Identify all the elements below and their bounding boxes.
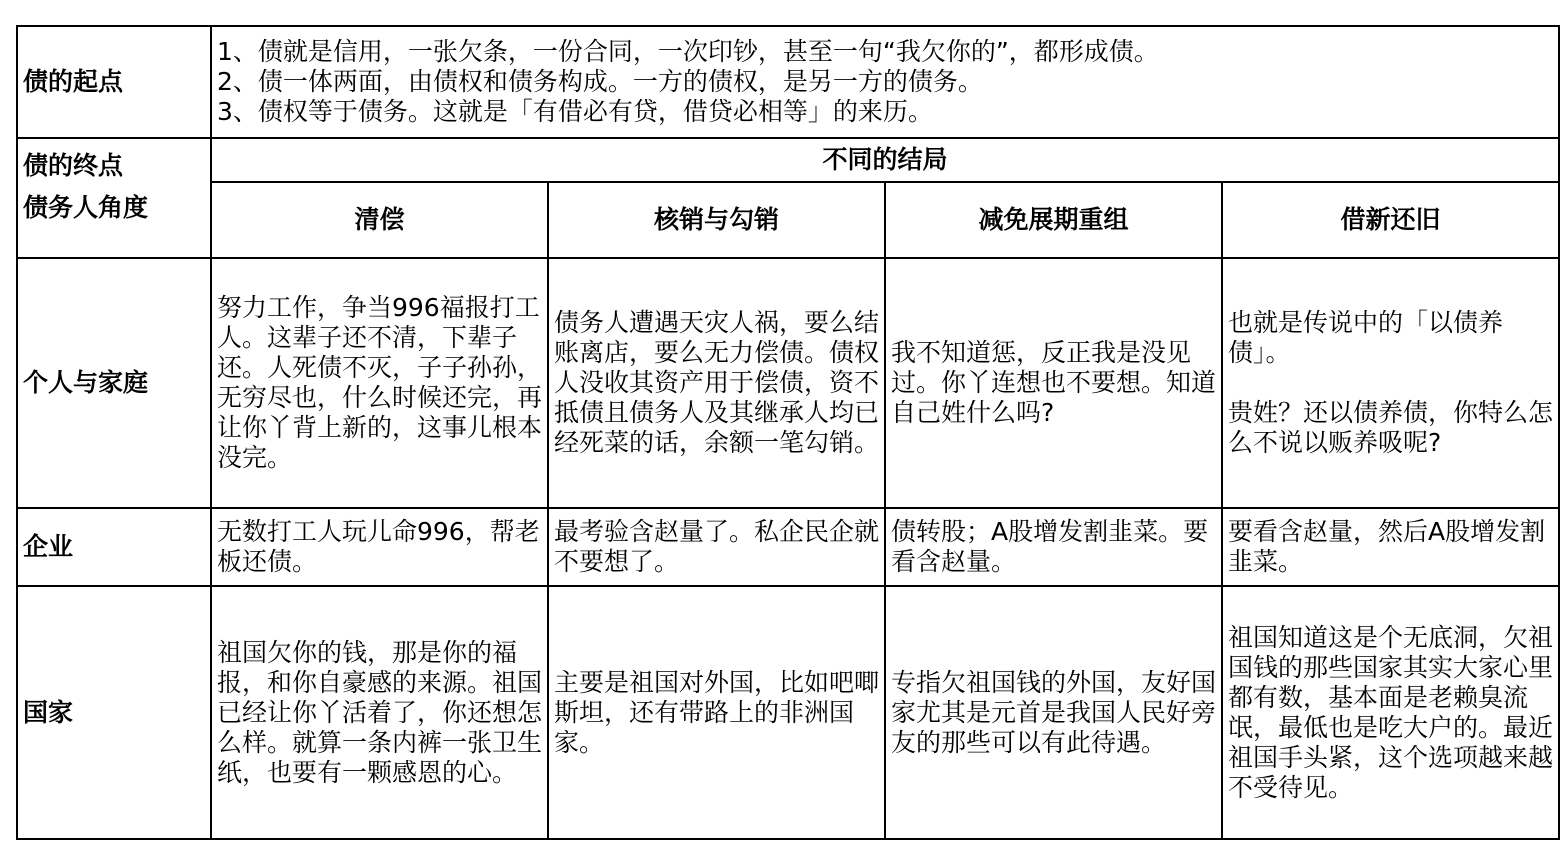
debt-outcomes-table	[16, 25, 1560, 840]
origin-line-3: 3、债权等于债务。这就是「有借必有贷，借贷必相等」的来历。	[217, 97, 933, 126]
individual-restructure-cell: 我不知道惩，反正我是没见过。你丫连想也不要想。知道自己姓什么吗?	[885, 258, 1222, 508]
column-header-restructure: 减免展期重组	[885, 182, 1222, 258]
enterprise-restructure-cell: 债转股；A股增发割韭菜。要看含赵量。	[885, 508, 1222, 586]
enterprise-refinance-cell: 要看含赵量，然后A股增发割韭菜。	[1222, 508, 1559, 586]
individual-writeoff-cell: 债务人遭遇天灾人祸，要么结账离店，要么无力偿债。债权人没收其资产用于偿债，资不抵债且债务人及其继承人均已经死菜的话，余额一笔勾销。	[548, 258, 885, 508]
outcomes-title: 不同的结局	[211, 138, 1559, 182]
origin-line-2: 2、债一体两面，由债权和债务构成。一方的债权，是另一方的债务。	[217, 67, 983, 96]
individual-row	[17, 258, 1559, 508]
nation-label: 国家	[17, 586, 211, 839]
enterprise-writeoff-cell: 最考验含赵量了。私企民企就不要想了。	[548, 508, 885, 586]
individual-label: 个人与家庭	[17, 258, 211, 508]
origin-line-1: 1、债就是信用，一张欠条，一份合同，一次印钞，甚至一句“我欠你的”，都形成债。	[217, 37, 1159, 66]
enterprise-label: 企业	[17, 508, 211, 586]
individual-refinance-cell	[1222, 258, 1559, 508]
column-header-row	[17, 182, 1559, 258]
column-header-refinance: 借新还旧	[1222, 182, 1559, 258]
individual-refinance-remark: 贵姓？还以债养债，你特么怎么不说以贩养吸呢?	[1228, 398, 1554, 457]
origin-description	[211, 26, 1559, 138]
enterprise-row	[17, 508, 1559, 586]
nation-writeoff-cell: 主要是祖国对外国，比如吧唧斯坦，还有带路上的非洲国家。	[548, 586, 885, 839]
end-label-text: 债的终点	[23, 151, 124, 180]
end-row	[17, 138, 1559, 182]
debtor-perspective-label: 债务人角度	[23, 193, 149, 222]
end-label	[17, 138, 211, 258]
origin-row	[17, 26, 1559, 138]
column-header-repay: 清偿	[211, 182, 548, 258]
nation-repay-cell: 祖国欠你的钱，那是你的福报，和你自豪感的来源。祖国已经让你丫活着了，你还想怎么样。就算一条内裤一张卫生纸，也要有一颗感恩的心。	[211, 586, 548, 839]
individual-repay-cell: 努力工作，争当996福报打工人。这辈子还不清，下辈子还。人死债不灭，子子孙孙，无穷尽也，什么时候还完，再让你丫背上新的，这事儿根本没完。	[211, 258, 548, 508]
enterprise-repay-cell: 无数打工人玩儿命996，帮老板还债。	[211, 508, 548, 586]
nation-restructure-cell: 专指欠祖国钱的外国，友好国家尤其是元首是我国人民好旁友的那些可以有此待遇。	[885, 586, 1222, 839]
origin-label: 债的起点	[17, 26, 211, 138]
column-header-writeoff: 核销与勾销	[548, 182, 885, 258]
nation-refinance-cell: 祖国知道这是个无底洞，欠祖国钱的那些国家其实大家心里都有数，基本面是老赖臭流氓，最低也是吃大户的。最近祖国手头紧，这个选项越来越不受待见。	[1222, 586, 1559, 839]
individual-refinance-text: 也就是传说中的「以债养债」。	[1228, 308, 1504, 367]
paragraph-gap	[1228, 368, 1553, 398]
nation-row	[17, 586, 1559, 839]
